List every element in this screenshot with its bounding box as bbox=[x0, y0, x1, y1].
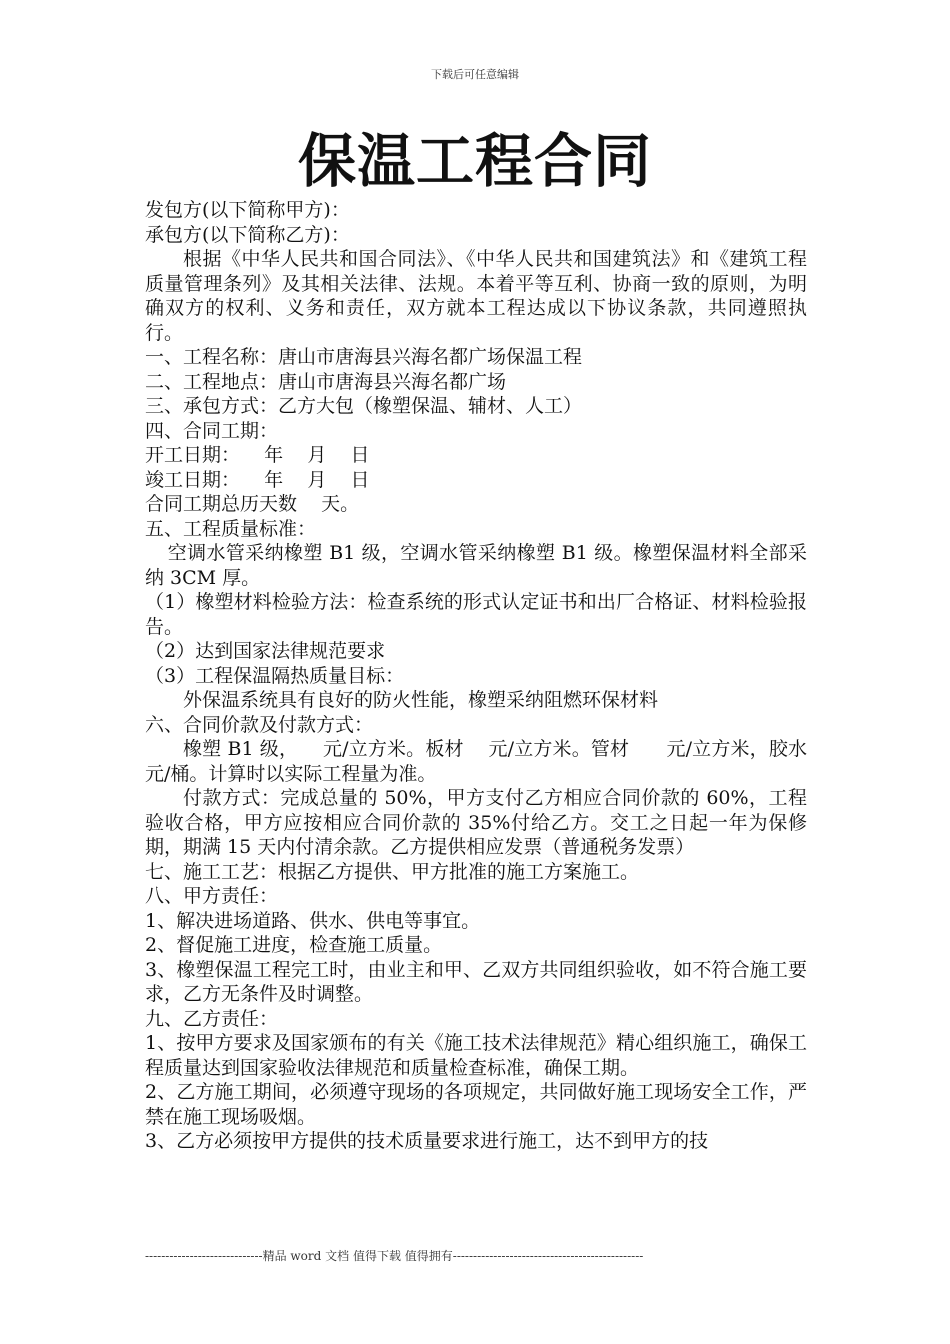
paragraph: 发包方(以下简称甲方)： bbox=[145, 199, 350, 221]
paragraph: 空调水管采纳橡塑 B1 级，空调水管采纳橡塑 B1 级。橡塑保温材料全部采纳 3CM 厚。 bbox=[145, 542, 807, 589]
paragraph: 竣工日期： 年 月 日 bbox=[145, 468, 370, 491]
contract-title: 保温工程合同 bbox=[297, 127, 652, 195]
paragraph: 六、合同价款及付款方式： bbox=[145, 713, 374, 736]
paragraph: 1、按甲方要求及国家颁布的有关《施工技术法律规范》精心组织施工，确保工程质量达到国家验收法律规范和质量检查标准，确保工期。 bbox=[145, 1032, 807, 1079]
paragraph: （1）橡塑材料检验方法：检查系统的形式认定证书和出厂合格证、材料检验报告。 bbox=[145, 591, 807, 638]
paragraph: 合同工期总历天数 天。 bbox=[145, 493, 360, 515]
header-note: 下载后可任意编辑 bbox=[431, 68, 519, 81]
paragraph: 2、乙方施工期间，必须遵守现场的各项规定，共同做好施工现场安全工作，严禁在施工现场吸烟。 bbox=[145, 1081, 807, 1128]
paragraph: 九、乙方责任： bbox=[145, 1007, 279, 1030]
paragraph: （3）工程保温隔热质量目标： bbox=[145, 664, 405, 687]
paragraph: 3、乙方必须按甲方提供的技术质量要求进行施工，达不到甲方的技 bbox=[145, 1130, 709, 1152]
paragraph: 一、工程名称：唐山市唐海县兴海名都广场保温工程 bbox=[145, 346, 583, 368]
paragraph: 开工日期： 年 月 日 bbox=[145, 444, 370, 466]
paragraph: 四、合同工期： bbox=[145, 419, 279, 442]
paragraph: 承包方(以下简称乙方)： bbox=[145, 223, 350, 246]
footer-note: -----------------------------精品 word 文档 值得下载 值得拥有----------------------------------------------- bbox=[145, 1249, 644, 1263]
paragraph: 七、施工工艺：根据乙方提供、甲方批准的施工方案施工。 bbox=[145, 860, 640, 883]
paragraph: 外保温系统具有良好的防火性能，橡塑采纳阻燃环保材料 bbox=[183, 689, 659, 711]
paragraph: 三、承包方式：乙方大包（橡塑保温、辅材、人工） bbox=[145, 395, 583, 417]
paragraph: 八、甲方责任： bbox=[145, 885, 279, 907]
paragraph: 付款方式：完成总量的 50%，甲方支付乙方相应合同价款的 60%，工程验收合格，甲方应按相应合同价款的 35%付给乙方。交工之日起一年为保修期，期满 15 天内付清余款。乙方提供相应发票（普通税务发票） bbox=[145, 787, 807, 858]
paragraph: 根据《中华人民共和国合同法》、《中华人民共和国建筑法》和《建筑工程质量管理条列》及其相关法律、法规。本着平等互利、协商一致的原则，为明确双方的权利、义务和责任，双方就本工程达成以下协议条款，共同遵照执行。 bbox=[145, 248, 807, 344]
paragraph: （2）达到国家法律规范要求 bbox=[145, 640, 386, 662]
paragraph: 二、工程地点：唐山市唐海县兴海名都广场 bbox=[145, 370, 507, 393]
paragraph: 橡塑 B1 级， 元/立方米。板材 元/立方米。管材 元/立方米，胶水 元/桶。计算时以实际工程量为准。 bbox=[145, 738, 832, 785]
paragraph: 2、督促施工进度，检查施工质量。 bbox=[145, 934, 443, 956]
paragraph: 1、解决进场道路、供水、供电等事宜。 bbox=[145, 909, 481, 932]
contract-body bbox=[145, 198, 832, 1154]
paragraph: 五、工程质量标准： bbox=[145, 517, 317, 540]
paragraph: 3、橡塑保温工程完工时，由业主和甲、乙双方共同组织验收，如不符合施工要求，乙方无条件及时调整。 bbox=[145, 958, 807, 1005]
